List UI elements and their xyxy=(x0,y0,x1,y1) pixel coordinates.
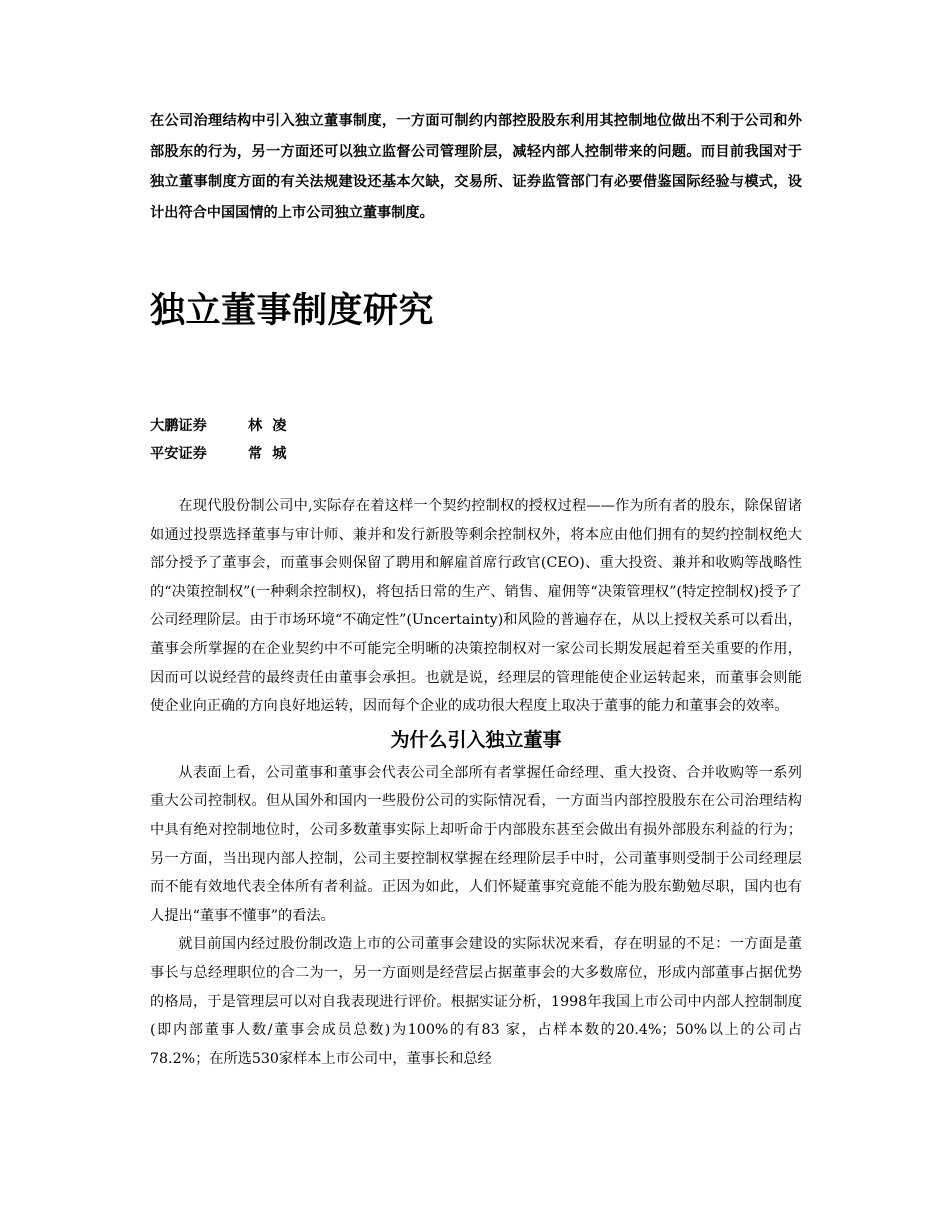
author-name: 林凌 xyxy=(248,418,297,434)
author-entry xyxy=(150,412,296,440)
author-list xyxy=(150,412,296,468)
article-title: 独立董事制度研究 xyxy=(150,291,435,331)
article-body xyxy=(150,492,802,1073)
author-affiliation: 大鹏证券 xyxy=(150,418,207,434)
abstract-paragraph: 在公司治理结构中引入独立董事制度，一方面可制约内部控股股东利用其控制地位做出不利于公司和外部股东的行为，另一方面还可以独立监督公司管理阶层，减轻内部人控制带来的问题。而目前我国对于独立董事制度方面的有关法规建设还基本欠缺，交易所、证券监管部门有必要借鉴国际经验与模式，设计出符合中国国情的上市公司独立董事制度。 xyxy=(150,113,802,221)
author-entry xyxy=(150,440,296,468)
author-name: 常城 xyxy=(248,446,297,462)
section-heading: 为什么引入独立董事 xyxy=(390,728,562,751)
body-paragraph: 就目前国内经过股份制改造上市的公司董事会建设的实际状况来看，存在明显的不足：一方面是董事长与总经理职位的合二为一，另一方面则是经营层占据董事会的大多数席位，形成内部董事占据优势的格局，于是管理层可以对自我表现进行评价。根据实证分析，1998年我国上市公司中内部人控制制度(即内部董事人数/董事会成员总数)为100%的有83 家，占样本数的20.4%；50%以上的公司占78.2%；在所选530家样本上市公司中，董事长和总经 xyxy=(150,936,802,1067)
intro-paragraph: 在现代股份制公司中,实际存在着这样一个契约控制权的授权过程——作为所有者的股东，除保留诸如通过投票选择董事与审计师、兼并和发行新股等剩余控制权外，将本应由他们拥有的契约控制权绝大部分授予了董事会，而董事会则保留了聘用和解雇首席行政官(CEO)、重大投资、兼并和收购等战略性的“决策控制权”(一种剩余控制权)，将包括日常的生产、销售、雇佣等“决策管理权”(特定控制权)授予了公司经理阶层。由于市场环境“不确定性”(Uncertainty)和风险的普遍存在，从以上授权关系可以看出，董事会所掌握的在企业契约中不可能完全明晰的决策控制权对一家公司长期发展起着至关重要的作用，因而可以说经营的最终责任由董事会承担。也就是说，经理层的管理能使企业运转起来，而董事会则能使企业向正确的方向良好地运转，因而每个企业的成功很大程度上取决于董事的能力和董事会的效率。 xyxy=(150,498,802,715)
body-paragraph: 从表面上看，公司董事和董事会代表公司全部所有者掌握任命经理、重大投资、合并收购等一系列重大公司控制权。但从国外和国内一些股份公司的实际情况看，一方面当内部控股股东在公司治理结构中具有绝对控制地位时，公司多数董事实际上却听命于内部股东甚至会做出有损外部股东利益的行为；另一方面，当出现内部人控制，公司主要控制权掌握在经理阶层手中时，公司董事则受制于公司经理层而不能有效地代表全体所有者利益。正因为如此，人们怀疑董事究竟能不能为股东勤勉尽职，国内也有人提出“董事不懂事”的看法。 xyxy=(150,764,802,924)
author-affiliation: 平安证券 xyxy=(150,446,207,462)
